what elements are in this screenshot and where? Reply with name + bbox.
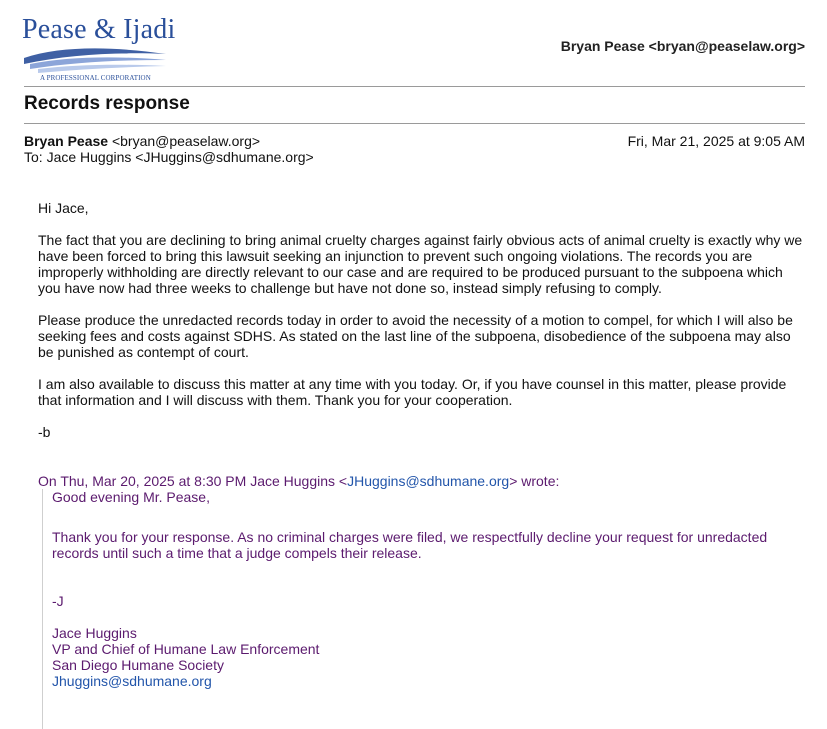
- signature-name: Jace Huggins: [52, 625, 137, 641]
- signature-organization: San Diego Humane Society: [52, 657, 224, 673]
- quoted-spacer: [52, 609, 812, 625]
- quoted-spacer: [52, 561, 812, 593]
- signature-title: VP and Chief of Humane Law Enforcement: [52, 641, 320, 657]
- quoted-message: [42, 489, 812, 729]
- account-address: Bryan Pease <bryan@peaselaw.org>: [560, 38, 805, 54]
- quoted-attribution: [38, 473, 559, 489]
- quoted-signoff: -J: [52, 593, 64, 609]
- quoted-attribution-suffix: > wrote:: [509, 473, 560, 489]
- subject-divider: [24, 123, 805, 124]
- message-paragraph: Please produce the unredacted records today in order to avoid the necessity of a motion to compel, for which I will also be seeking fees and costs against SDHS. As stated on the last line of the subpoena, disobedience of the subpoena may also be punished as contempt of court.: [38, 312, 793, 360]
- signature-email-link[interactable]: Jhuggins@sdhumane.org: [52, 673, 212, 689]
- firm-logo: [20, 14, 180, 82]
- message-signoff: -b: [38, 424, 51, 440]
- quoted-spacer: [52, 505, 812, 529]
- sent-date: Fri, Mar 21, 2025 at 9:05 AM: [627, 133, 805, 149]
- quoted-sender-email-link[interactable]: JHuggins@sdhumane.org: [347, 473, 510, 489]
- email-subject: Records response: [24, 93, 190, 114]
- logo-tagline: A PROFESSIONAL CORPORATION: [40, 74, 151, 82]
- quoted-body: Thank you for your response. As no criminal charges were filed, we respectfully decline your request for unredacted records until such a time that a judge compels their release.: [52, 529, 768, 561]
- header-divider: [24, 86, 805, 87]
- message-body: [38, 200, 808, 456]
- logo-wordmark: Pease & Ijadi: [22, 14, 176, 45]
- sender-email: <bryan@peaselaw.org>: [111, 133, 261, 149]
- sender-line: [24, 133, 260, 149]
- sender-name: Bryan Pease: [24, 133, 109, 149]
- quoted-attribution-prefix: On Thu, Mar 20, 2025 at 8:30 PM Jace Huggins <: [38, 473, 348, 489]
- message-paragraph: I am also available to discuss this matter at any time with you today. Or, if you have counsel in this matter, please provide that information and I will discuss with them. Thank you for your cooperation.: [38, 376, 787, 408]
- message-greeting: Hi Jace,: [38, 200, 89, 216]
- recipient-line: To: Jace Huggins <JHuggins@sdhumane.org>: [24, 149, 314, 165]
- quoted-greeting: Good evening Mr. Pease,: [52, 489, 210, 505]
- message-paragraph: The fact that you are declining to bring animal cruelty charges against fairly obvious acts of animal cruelty is exactly why we have been forced to bring this lawsuit seeking an injunction to prevent such ongoing violations. The records you are improperly withholding are directly relevant to our case and are required to be produced pursuant to the subpoena which you have now had three weeks to challenge but have not done so, instead simply refusing to comply.: [38, 232, 803, 296]
- logo-wave-icon: [20, 44, 170, 74]
